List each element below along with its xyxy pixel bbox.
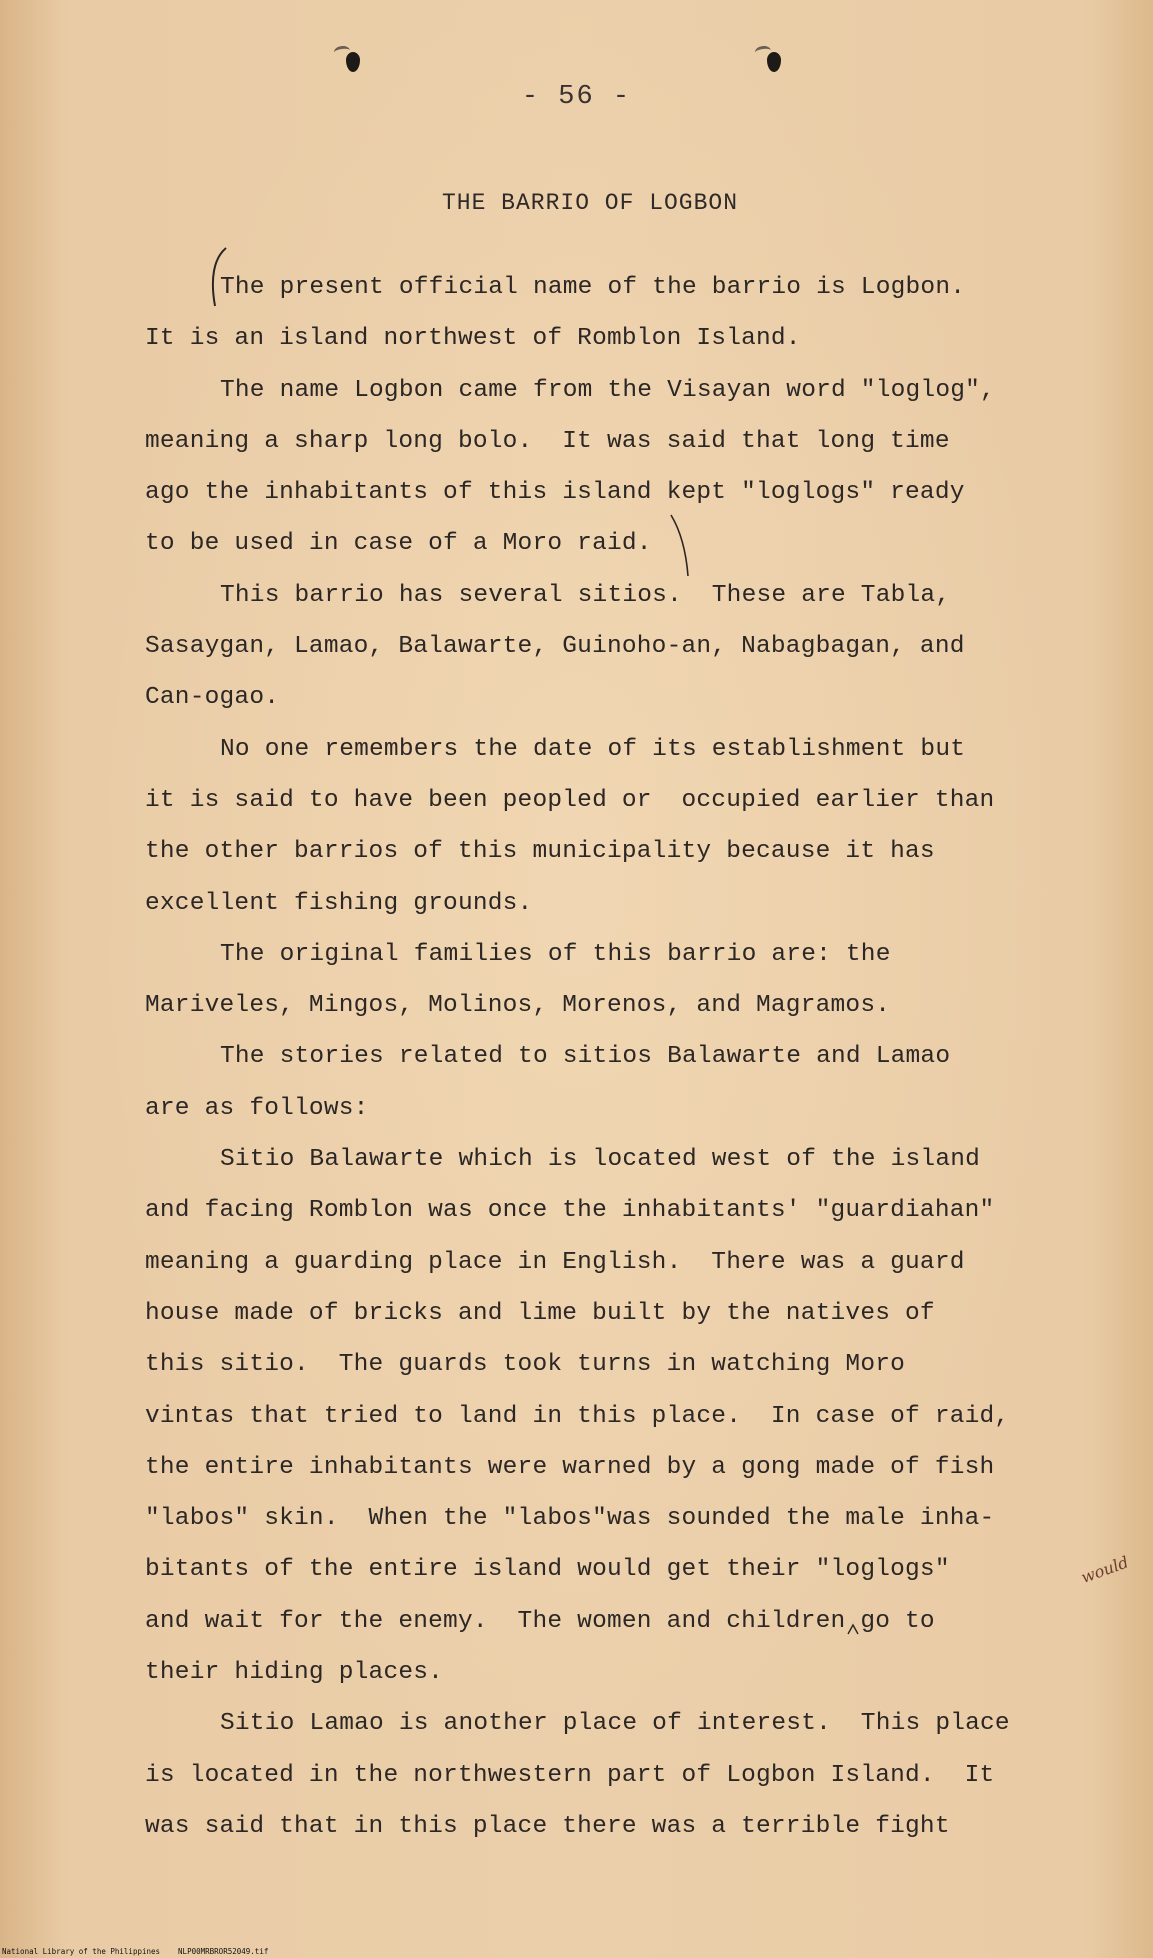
punch-hole-left bbox=[346, 52, 360, 72]
text-line: their hiding places. bbox=[145, 1659, 444, 1687]
paragraph-stories-intro bbox=[145, 1031, 1045, 1134]
text-line: to be used in case of a Moro raid. bbox=[145, 530, 652, 558]
text-line: the entire inhabitants were warned by a gong made of fish bbox=[145, 1453, 995, 1481]
text-line: meaning a sharp long bolo. It was said that long time bbox=[145, 427, 950, 455]
text-line: bitants of the entire island would get their "loglogs" bbox=[145, 1556, 950, 1584]
paragraph-sitio-balawarte bbox=[145, 1134, 1045, 1698]
paragraph-original-families bbox=[145, 929, 1045, 1032]
text-line: is located in the northwestern part of Logbon Island. It bbox=[145, 1761, 995, 1789]
paragraph-name-origin bbox=[145, 365, 1045, 570]
text-line: The stories related to sitios Balawarte and Lamao bbox=[220, 1043, 951, 1071]
text-line: No one remembers the date of its establishment but bbox=[220, 735, 966, 763]
text-line: house made of bricks and lime built by the natives of bbox=[145, 1299, 935, 1327]
text-line: this sitio. The guards took turns in watching Moro bbox=[145, 1351, 906, 1379]
text-line: vintas that tried to land in this place. In case of raid, bbox=[145, 1402, 1010, 1430]
text-line: the other barrios of this municipality because it has bbox=[145, 838, 935, 866]
text-line: excellent fishing grounds. bbox=[145, 889, 533, 917]
bracket-close-mark bbox=[668, 512, 692, 580]
text-line: The present official name of the barrio is Logbon. bbox=[220, 274, 966, 301]
bracket-open-mark bbox=[206, 244, 230, 314]
text-line: it is said to have been peopled or occupied earlier than bbox=[145, 786, 995, 814]
text-line: This barrio has several sitios. These are Tabla, bbox=[220, 581, 951, 609]
text-line: The original families of this barrio are: the bbox=[220, 940, 891, 968]
text-line: are as follows: bbox=[145, 1094, 369, 1122]
text-line: was said that in this place there was a terrible fight bbox=[145, 1812, 950, 1840]
text-line: The name Logbon came from the Visayan word "loglog", bbox=[220, 376, 995, 404]
text-line: ago the inhabitants of this island kept "loglogs" ready bbox=[145, 479, 965, 507]
caret-insertion-mark bbox=[846, 1622, 860, 1636]
text-line: "labos" skin. When the "labos"was sounded the male inha- bbox=[145, 1505, 995, 1533]
text-line: and wait for the enemy. The women and children go to bbox=[145, 1607, 935, 1635]
paragraph-establishment bbox=[145, 724, 1045, 929]
paragraph-sitio-lamao bbox=[145, 1698, 1045, 1852]
text-line: Can-ogao. bbox=[145, 684, 280, 712]
text-line: It is an island northwest of Romblon Island. bbox=[145, 325, 801, 353]
scan-footer bbox=[2, 1947, 268, 1956]
text-line: meaning a guarding place in English. There was a guard bbox=[145, 1248, 965, 1276]
text-line: Mariveles, Mingos, Molinos, Morenos, and Magramos. bbox=[145, 992, 891, 1020]
text-line: and facing Romblon was once the inhabitants' "guardiahan" bbox=[145, 1197, 995, 1225]
footer-file-id: NLP00MRBROR52049.tif bbox=[178, 1947, 269, 1956]
text-line: Sitio Lamao is another place of interest. This place bbox=[220, 1710, 1010, 1738]
page-number: - 56 - bbox=[521, 82, 632, 112]
handwritten-insertion: would bbox=[1078, 1552, 1132, 1587]
footer-library: National Library of the Philippines bbox=[2, 1947, 161, 1956]
document-body bbox=[145, 262, 1045, 1852]
punch-hole-right bbox=[767, 52, 781, 72]
text-line: Sasaygan, Lamao, Balawarte, Guinoho-an, Nabagbagan, and bbox=[145, 633, 965, 661]
text-line: Sitio Balawarte which is located west of the island bbox=[220, 1146, 981, 1174]
paragraph-official-name bbox=[145, 262, 1045, 365]
page-title: THE BARRIO OF LOGBON bbox=[441, 190, 739, 216]
paragraph-sitios bbox=[145, 570, 1045, 724]
